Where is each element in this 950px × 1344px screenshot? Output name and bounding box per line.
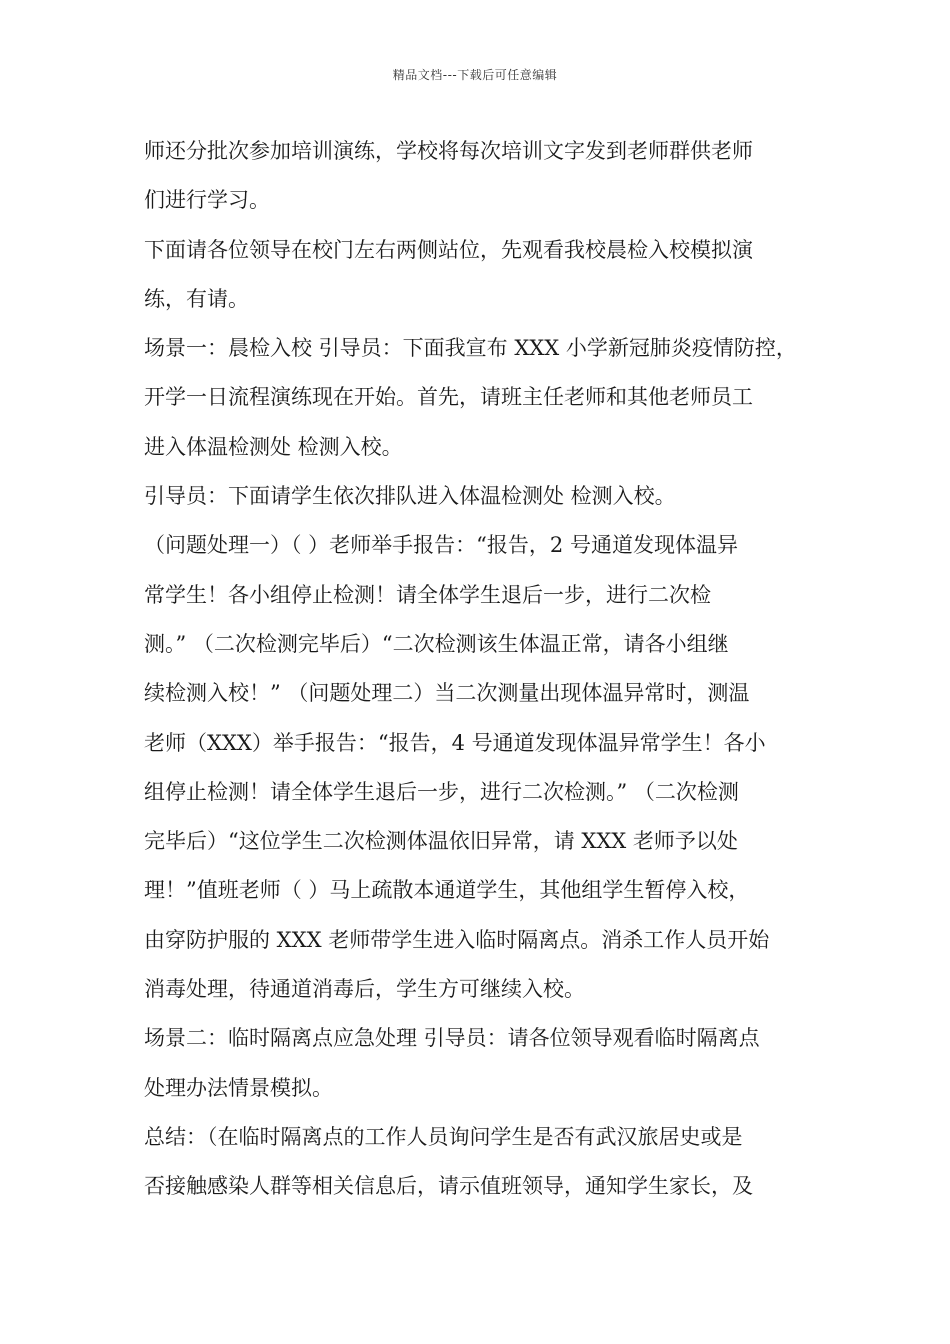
text-line: 否接触感染人群等相关信息后，请示值班领导，通知学生家长，及 [144,1174,753,1199]
text-line: 理！”值班老师（ ）马上疏散本通道学生，其他组学生暂停入校， [144,878,750,903]
text-line: 处理办法情景模拟。 [144,1075,333,1100]
page-header: 精品文档---下载后可任意编辑 [392,68,558,82]
text-line: 常学生！各小组停止检测！请全体学生退后一步，进行二次检 [144,582,711,607]
text-line: 场景一：晨检入校 引导员：下面我宣布 XXX 小学新冠肺炎疫情防控， [144,336,797,361]
text-line: 场景二：临时隔离点应急处理 引导员：请各位领导观看临时隔离点 [144,1026,760,1051]
text-line: 师还分批次参加培训演练，学校将每次培训文字发到老师群供老师 [144,139,753,163]
text-line: 测。” （二次检测完毕后）“二次检测该生体温正常，请各小组继 [144,631,729,656]
text-line: 下面请各位领导在校门左右两侧站位，先观看我校晨检入校模拟演 [144,237,753,262]
text-line: 老师（XXX）举手报告：“报告，4 号通道发现体温异常学生！各小 [144,730,766,755]
document-body [144,127,816,1212]
text-line: 续检测入校！” （问题处理二）当二次测量出现体温异常时，测温 [144,681,750,706]
text-line: 进入体温检测处 检测入校。 [144,434,403,459]
text-line: 开学一日流程演练现在开始。首先，请班主任老师和其他老师员工 [144,385,753,410]
text-line: 完毕后）“这位学生二次检测体温依旧异常，请 XXX 老师予以处 [144,829,738,854]
text-line: （问题处理一）（ ）老师举手报告：“报告，2 号通道发现体温异 [144,533,738,558]
text-line: 消毒处理，待通道消毒后，学生方可继续入校。 [144,977,585,1002]
text-line: 引导员：下面请学生依次排队进入体温检测处 检测入校。 [144,484,676,509]
text-line: 组停止检测！请全体学生退后一步，进行二次检测。” （二次检测 [144,779,739,804]
text-line: 们进行学习。 [144,188,270,213]
text-line: 由穿防护服的 XXX 老师带学生进入临时隔离点。消杀工作人员开始 [144,927,770,952]
text-line: 总结：（在临时隔离点的工作人员询问学生是否有武汉旅居史或是 [144,1124,743,1149]
text-line: 练，有请。 [144,286,249,311]
